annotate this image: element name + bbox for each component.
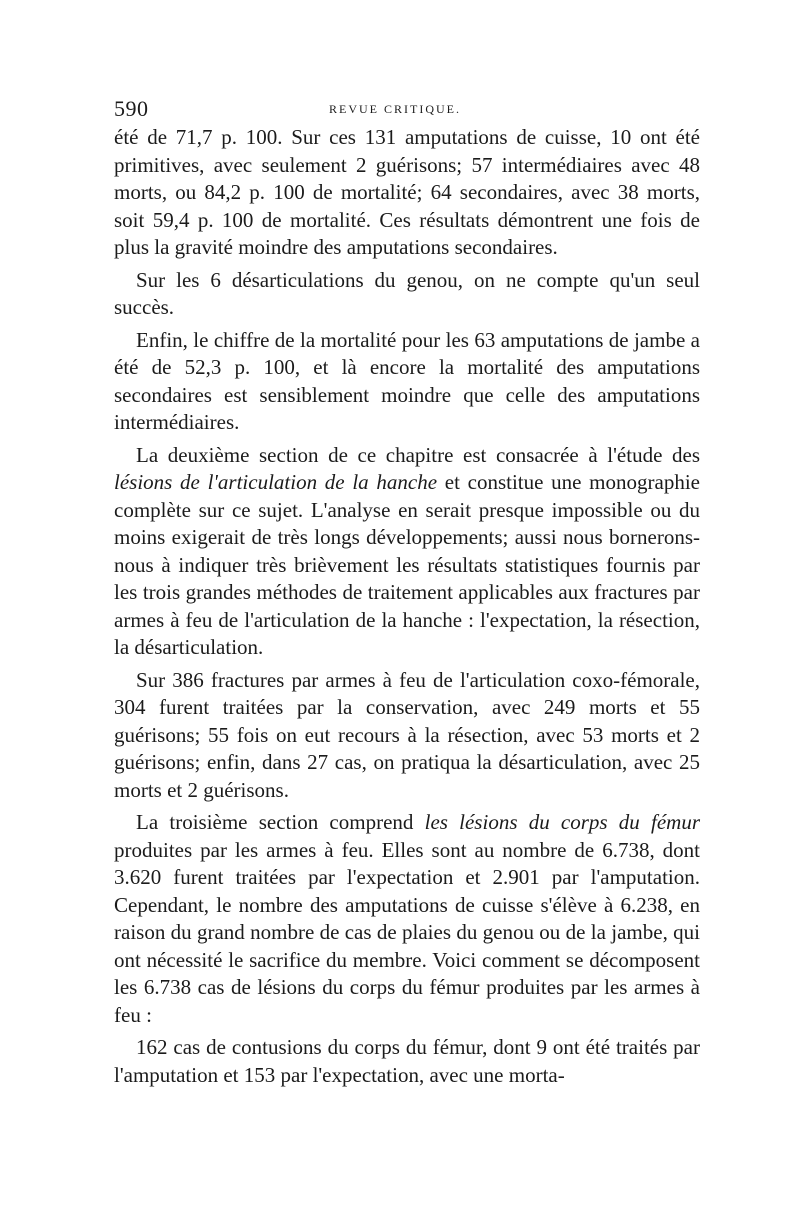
paragraph-text: 162 cas de contusions du corps du fémur, dont 9 ont été traités par l'amputation et 153 par l'expectation, avec une morta- xyxy=(114,1035,700,1087)
paragraph xyxy=(114,667,700,805)
italic-phrase: lésions de l'articulation de la hanche xyxy=(114,470,438,494)
paragraph-text: La deuxième section de ce chapitre est consacrée à l'étude des xyxy=(136,442,700,467)
page-number: 590 xyxy=(114,96,149,121)
paragraph xyxy=(114,442,700,662)
paragraph-text: Sur les 6 désarticulations du genou, on ne compte qu'un seul succès. xyxy=(114,267,700,319)
paragraph xyxy=(114,1034,700,1089)
paragraph xyxy=(114,124,700,262)
body-text xyxy=(114,124,700,1089)
running-title: REVUE CRITIQUE. xyxy=(329,102,461,116)
paragraph-text: La troisième section comprend xyxy=(136,810,425,834)
paragraph-text: produites par les armes à feu. Elles sont au nombre de 6.738, dont 3.620 furent traitées par l'expectation et 2.901 par l'amputation. Cependant, le nombre des amputations de cuisse s'élève à 6.238, en raison du grand nombre de cas de plaies du genou ou de la jambe, qui ont nécessité le sacrifice du membre. Voici comment se décomposent les 6.738 cas de lésions du corps du fémur produites par les armes à feu : xyxy=(114,837,700,1027)
page-header xyxy=(114,92,700,124)
paragraph xyxy=(114,327,700,437)
paragraph-text: et constitue une monographie complète sur ce sujet. L'analyse en serait presque impossible ou du moins exigerait de très longs développements; aussi nous bornerons-nous à indiquer très brièvement les résultats statistiques fournis par les trois grandes méthodes de traitement applicables aux fractures par armes à feu de l'articulation de la hanche : l'expectation, la résection, la désarticulation. xyxy=(114,470,700,659)
paragraph xyxy=(114,267,700,322)
paragraph-text: Sur 386 fractures par armes à feu de l'articulation coxo-fémorale, 304 furent traitées par la conservation, avec 249 morts et 55 guérisons; 55 fois on eut recours à la résection, avec 53 morts et 2 guérisons; enfin, dans 27 cas, on pratiqua la désarticulation, avec 25 morts et 2 guérisons. xyxy=(114,667,700,802)
book-page xyxy=(114,92,700,1094)
paragraph xyxy=(114,809,700,1029)
paragraph-text: Enfin, le chiffre de la mortalité pour les 63 amputations de jambe a été de 52,3 p. 100, et là encore la mortalité des amputations secondaires est sensiblement moindre que celle des amputations intermédiaires. xyxy=(114,327,700,434)
italic-phrase: les lésions du corps du fémur xyxy=(424,810,700,834)
paragraph-text: été de 71,7 p. 100. Sur ces 131 amputations de cuisse, 10 ont été primitives, avec seulement 2 guérisons; 57 intermédiaires avec 48 morts, ou 84,2 p. 100 de mortalité; 64 secondaires, avec 38 morts, soit 59,4 p. 100 de mortalité. Ces résultats démontrent une fois de plus la gravité moindre des amputations secondaires. xyxy=(114,125,700,259)
